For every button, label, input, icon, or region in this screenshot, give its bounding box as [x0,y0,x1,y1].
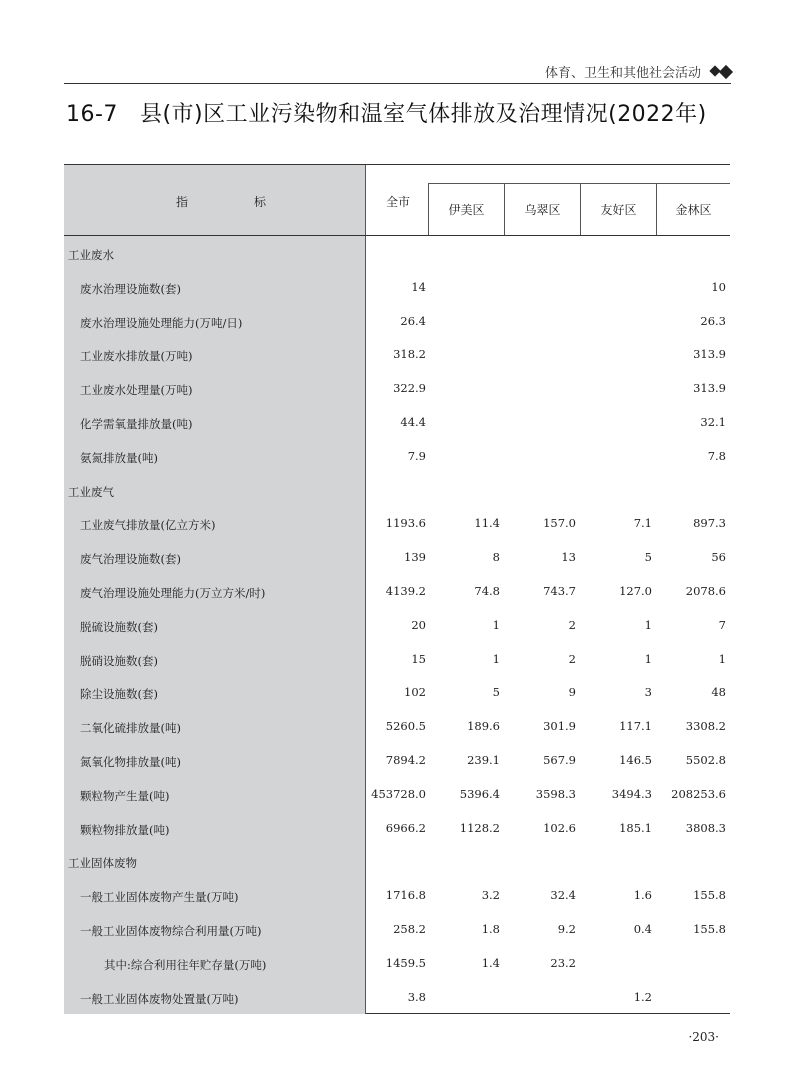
table-header [64,164,730,236]
row-value: 9.2 [557,921,576,936]
row-label: 工业固体废物 [68,856,137,871]
table-row [64,540,730,574]
row-value: 3.8 [407,989,426,1004]
row-value: 6966.2 [385,820,426,835]
row-value: 313.9 [693,381,726,396]
row-label: 脱硫设施数(套) [80,619,158,634]
row-value: 5 [644,550,652,565]
row-label: 工业废水处理量(万吨) [80,383,193,398]
row-value: 897.3 [693,516,726,531]
row-value: 32.4 [550,888,576,903]
row-value: 453728.0 [371,786,426,801]
running-head [545,62,731,81]
table-number: 16-7 [66,102,118,127]
row-value: 567.9 [543,752,576,767]
row-value: 5396.4 [459,786,500,801]
row-value: 1.2 [633,989,652,1004]
row-value: 5 [492,685,500,700]
row-label: 工业废水 [68,248,114,262]
table-row [64,236,730,270]
indicator-header-a: 指 [176,195,189,209]
row-value: 56 [711,550,726,565]
row-label: 一般工业固体废物综合利用量(万吨) [80,923,262,938]
row-value: 2 [568,651,576,666]
row-value: 10 [711,279,726,294]
row-value: 155.8 [693,921,726,936]
row-value: 239.1 [467,752,500,767]
row-label: 化学需氧量排放量(吨) [80,416,193,431]
row-value: 8 [492,550,500,565]
row-value: 7894.2 [385,752,426,767]
row-value: 1 [644,617,652,632]
table-row [64,946,730,980]
row-label: 废气治理设施数(套) [80,552,181,567]
row-value: 3308.2 [685,719,726,734]
row-value: 1.4 [481,955,500,970]
row-value: 48 [711,685,726,700]
indicator-header [64,165,366,235]
row-value: 127.0 [619,583,652,598]
row-value: 26.3 [700,313,726,328]
row-value: 2 [568,617,576,632]
table-row [64,980,730,1014]
row-label: 废水治理设施处理能力(万吨/日) [80,315,243,330]
row-value: 1.6 [633,888,652,903]
page-title [66,97,707,128]
row-value: 301.9 [543,719,576,734]
row-value: 189.6 [467,719,500,734]
row-value: 155.8 [693,888,726,903]
table-row [64,811,730,845]
row-value: 7.9 [407,448,426,463]
row-value: 1716.8 [385,888,426,903]
row-label: 颗粒物排放量(吨) [80,822,170,837]
row-label: 除尘设施数(套) [80,687,158,702]
indicator-header-b: 标 [254,195,267,209]
running-head-text: 体育、卫生和其他社会活动 [544,66,701,81]
row-value: 44.4 [400,414,426,429]
table-row [64,405,730,439]
row-value: 1 [718,651,726,666]
row-value: 1 [492,617,500,632]
row-value: 322.9 [393,381,426,396]
row-value: 5260.5 [385,719,426,734]
row-value: 3598.3 [535,786,576,801]
row-value: 208253.6 [671,786,726,801]
table-row [64,304,730,338]
row-value: 318.2 [393,347,426,362]
row-value: 743.7 [543,583,576,598]
row-value: 117.1 [619,719,652,734]
table-row [64,642,730,676]
row-value: 7.8 [707,448,726,463]
table-row [64,912,730,946]
row-label: 颗粒物产生量(吨) [80,788,170,803]
row-value: 2078.6 [685,583,726,598]
row-value: 32.1 [700,414,726,429]
row-label: 一般工业固体废物处置量(万吨) [80,991,239,1006]
row-value: 3494.3 [611,786,652,801]
row-value: 258.2 [393,921,426,936]
table-row [64,878,730,912]
table-row [64,844,730,878]
row-value: 11.4 [474,516,500,531]
row-value: 146.5 [619,752,652,767]
row-label: 氨氮排放量(吨) [80,450,158,465]
row-value: 1 [492,651,500,666]
row-label: 工业废气排放量(亿立方米) [80,518,216,533]
row-value: 3 [644,685,652,700]
column-header-jinlin: 金林区 [656,183,730,235]
table-row [64,709,730,743]
row-value: 313.9 [693,347,726,362]
row-value: 20 [411,617,426,632]
row-value: 1193.6 [385,516,426,531]
row-value: 15 [411,651,426,666]
table-row [64,574,730,608]
row-label: 一般工业固体废物产生量(万吨) [80,890,239,905]
column-header-wucui: 乌翠区 [504,183,580,235]
row-value: 1.8 [481,921,500,936]
data-table [64,164,730,1014]
table-row [64,608,730,642]
row-value: 3808.3 [685,820,726,835]
row-label: 废水治理设施数(套) [80,281,181,296]
table-body [64,236,730,1013]
column-header-total: 全市 [386,195,411,209]
row-label: 工业废气 [68,484,114,499]
row-value: 139 [404,550,426,565]
row-label: 工业废水排放量(万吨) [80,349,193,364]
table-row [64,371,730,405]
row-value: 26.4 [400,313,426,328]
row-value: 157.0 [543,516,576,531]
header-rule [64,83,731,84]
table-row [64,337,730,371]
row-label: 氮氧化物排放量(吨) [80,754,181,769]
row-value: 13 [561,550,576,565]
row-label: 废气治理设施处理能力(万立方米/时) [80,585,266,600]
row-value: 5502.8 [685,752,726,767]
row-value: 1 [644,651,652,666]
row-value: 1128.2 [459,820,500,835]
row-value: 7 [718,617,726,632]
row-value: 0.4 [633,921,652,936]
table-row [64,439,730,473]
table-row [64,675,730,709]
row-value: 102 [404,685,426,700]
row-value: 3.2 [481,888,500,903]
column-header-youhao: 友好区 [580,183,656,235]
row-value: 185.1 [619,820,652,835]
table-row [64,743,730,777]
table-row [64,506,730,540]
row-label: 脱硝设施数(套) [80,653,158,668]
table-title: 县(市)区工业污染物和温室气体排放及治理情况(2022年) [139,102,707,127]
row-value: 102.6 [543,820,576,835]
column-header-yimei: 伊美区 [428,183,504,235]
table-row [64,473,730,507]
row-value: 1459.5 [385,955,426,970]
row-value: 7.1 [633,516,652,531]
row-value: 4139.2 [385,583,426,598]
row-label: 其中:综合利用往年贮存量(万吨) [104,957,267,972]
table-row [64,270,730,304]
page-number: ·203· [688,1030,719,1044]
row-value: 23.2 [550,955,576,970]
row-label: 二氧化硫排放量(吨) [80,721,181,736]
row-value: 14 [411,279,426,294]
row-value: 74.8 [474,583,500,598]
table-row [64,777,730,811]
row-value: 9 [568,685,576,700]
diamond-icon [711,67,731,77]
